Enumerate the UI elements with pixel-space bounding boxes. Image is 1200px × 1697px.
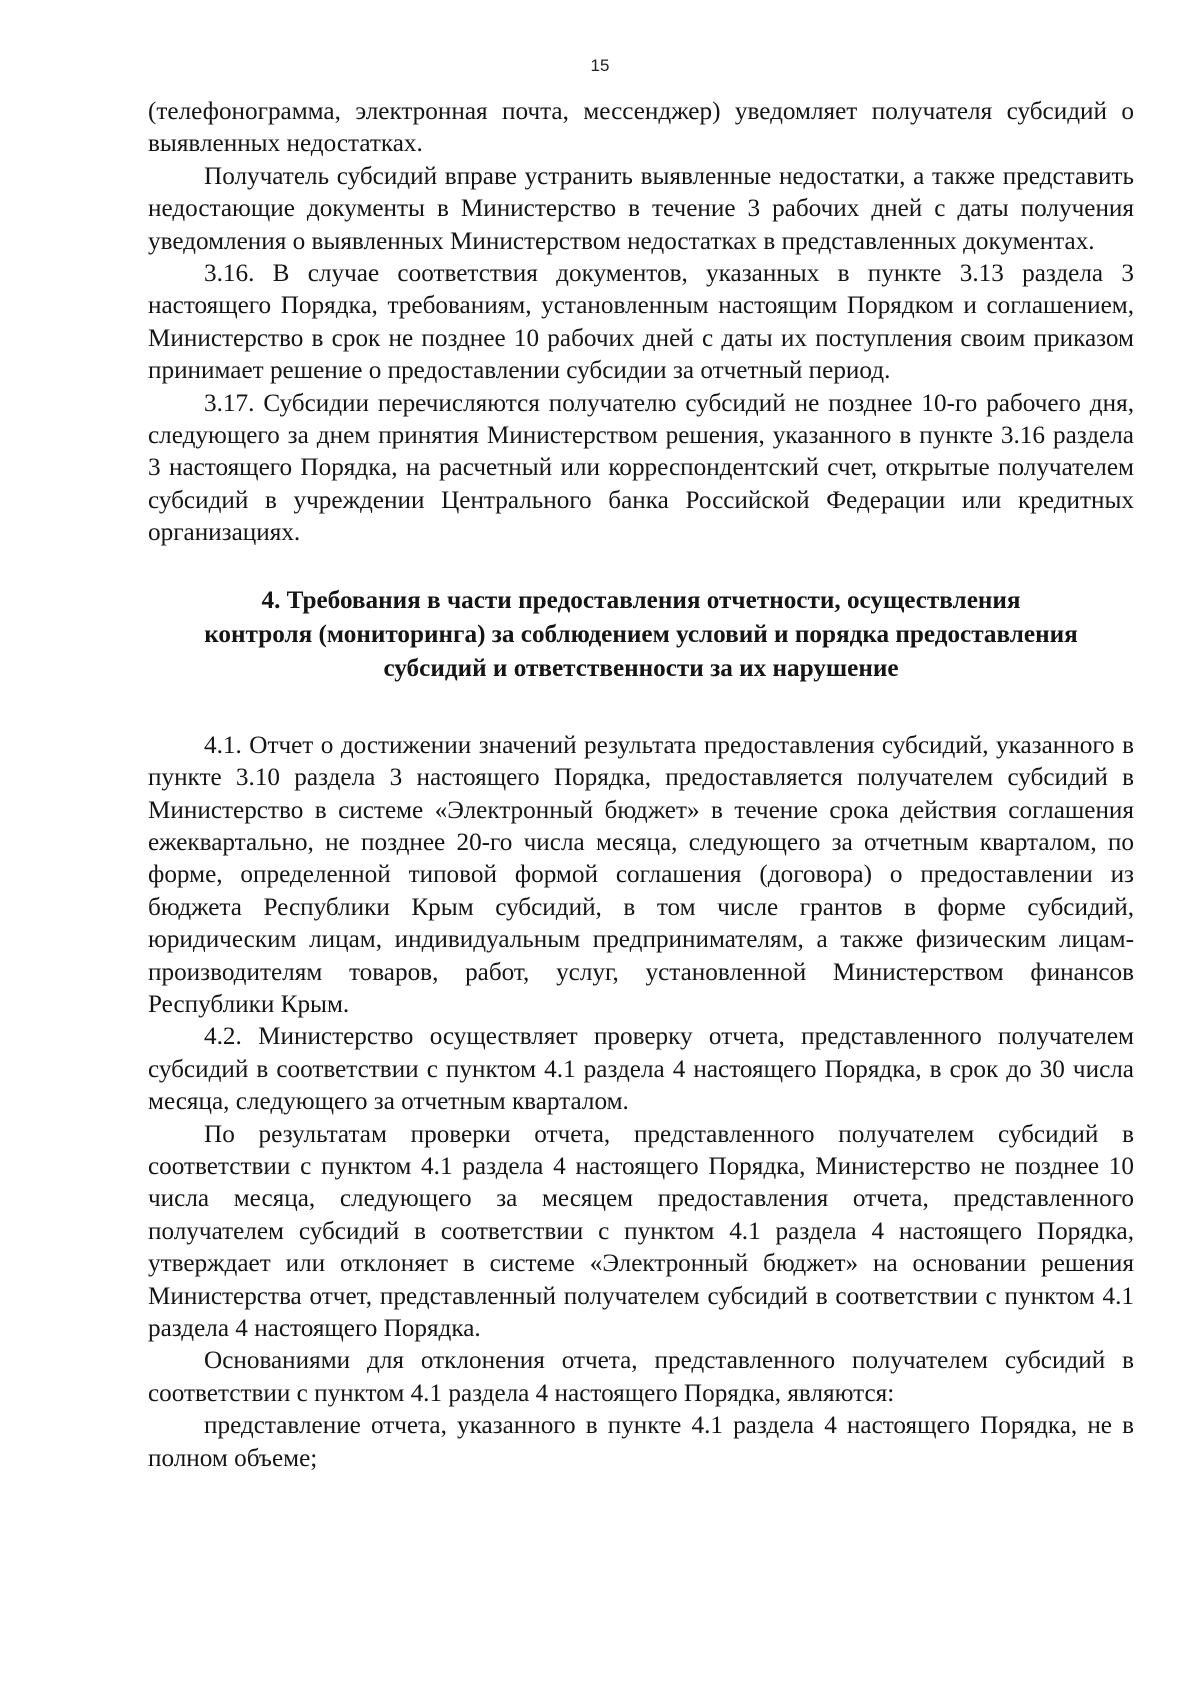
page-number: 15 (590, 56, 610, 75)
paragraph-3-16: 3.16. В случае соответствия документов, указанных в пункте 3.13 раздела 3 настоящего Порядка, требованиям, установленным настоящим Порядком и соглашением, Министерство в срок не позднее 10 рабочих дней с даты их поступления своим приказом принимает решение о предоставлении субсидии за отчетный период. (148, 260, 1134, 385)
paragraph-incomplete-report: представление отчета, указанного в пункте 4.1 раздела 4 настоящего Порядка, не в полном объеме; (148, 1412, 1134, 1472)
paragraph-continuation: (телефонограмма, электронная почта, мессенджер) уведомляет получателя субсидий о выявленных недостатках. (148, 98, 1134, 158)
paragraph-3-17: 3.17. Субсидии перечисляются получателю субсидий не позднее 10-го рабочего дня, следующего за днем принятия Министерством решения, указанного в пункте 3.16 раздела 3 настоящего Порядка, на расчетный или корреспондентский счет, открытые получателем субсидий в учреждении Центрального банка Российской Федерации или кредитных организациях. (148, 389, 1134, 547)
document-body (148, 96, 1134, 1475)
section-title-line-3: субсидий и ответственности за их нарушение (383, 654, 899, 682)
paragraph-check-results: По результатам проверки отчета, представленного получателем субсидий в соответствии с пунктом 4.1 раздела 4 настоящего Порядка, Министерство не позднее 10 числа месяца, следующего за месяцем предоставления отчета, представленного получателем субсидий в соответствии с пунктом 4.1 раздела 4 настоящего Порядка, утверждает или отклоняет в системе «Электронный бюджет» на основании решения Министерства отчет, представленный получателем субсидий в соответствии с пунктом 4.1 раздела 4 настоящего Порядка. (148, 1120, 1134, 1342)
paragraph-rejection-grounds: Основаниями для отклонения отчета, представленного получателем субсидий в соответствии с пунктом 4.1 раздела 4 настоящего Порядка, являются: (148, 1347, 1134, 1407)
paragraph-4-1: 4.1. Отчет о достижении значений результата предоставления субсидий, указанного в пункте 3.10 раздела 3 настоящего Порядка, предоставляется получателем субсидий в Министерство в системе «Электронный бюджет» в течение срока действия соглашения ежеквартально, не позднее 20-го числа месяца, следующего за отчетным кварталом, по форме, определенной типовой формой соглашения (договора) о предоставлении из бюджета Республики Крым субсидий, в том числе грантов в форме субсидий, юридическим лицам, индивидуальным предпринимателям, а также физическим лицам-производителям товаров, работ, услуг, установленной Министерством финансов Республики Крым. (148, 731, 1134, 1018)
section-title-line-1: 4. Требования в части предоставления отчетности, осуществления (261, 586, 1021, 614)
paragraph-4-2: 4.2. Министерство осуществляет проверку отчета, представленного получателем субсидий в соответствии с пунктом 4.1 раздела 4 настоящего Порядка, в срок до 30 числа месяца, следующего за отчетным кварталом. (148, 1023, 1134, 1116)
section-4-title (148, 584, 1134, 686)
paragraph-recipient-rights: Получатель субсидий вправе устранить выявленные недостатки, а также представить недостающие документы в Министерство в течение 3 рабочих дней с даты получения уведомления о выявленных Министерством недостатках в представленных документах. (148, 162, 1134, 255)
section-title-line-2: контроля (мониторинга) за соблюдением условий и порядка предоставления (204, 620, 1078, 648)
